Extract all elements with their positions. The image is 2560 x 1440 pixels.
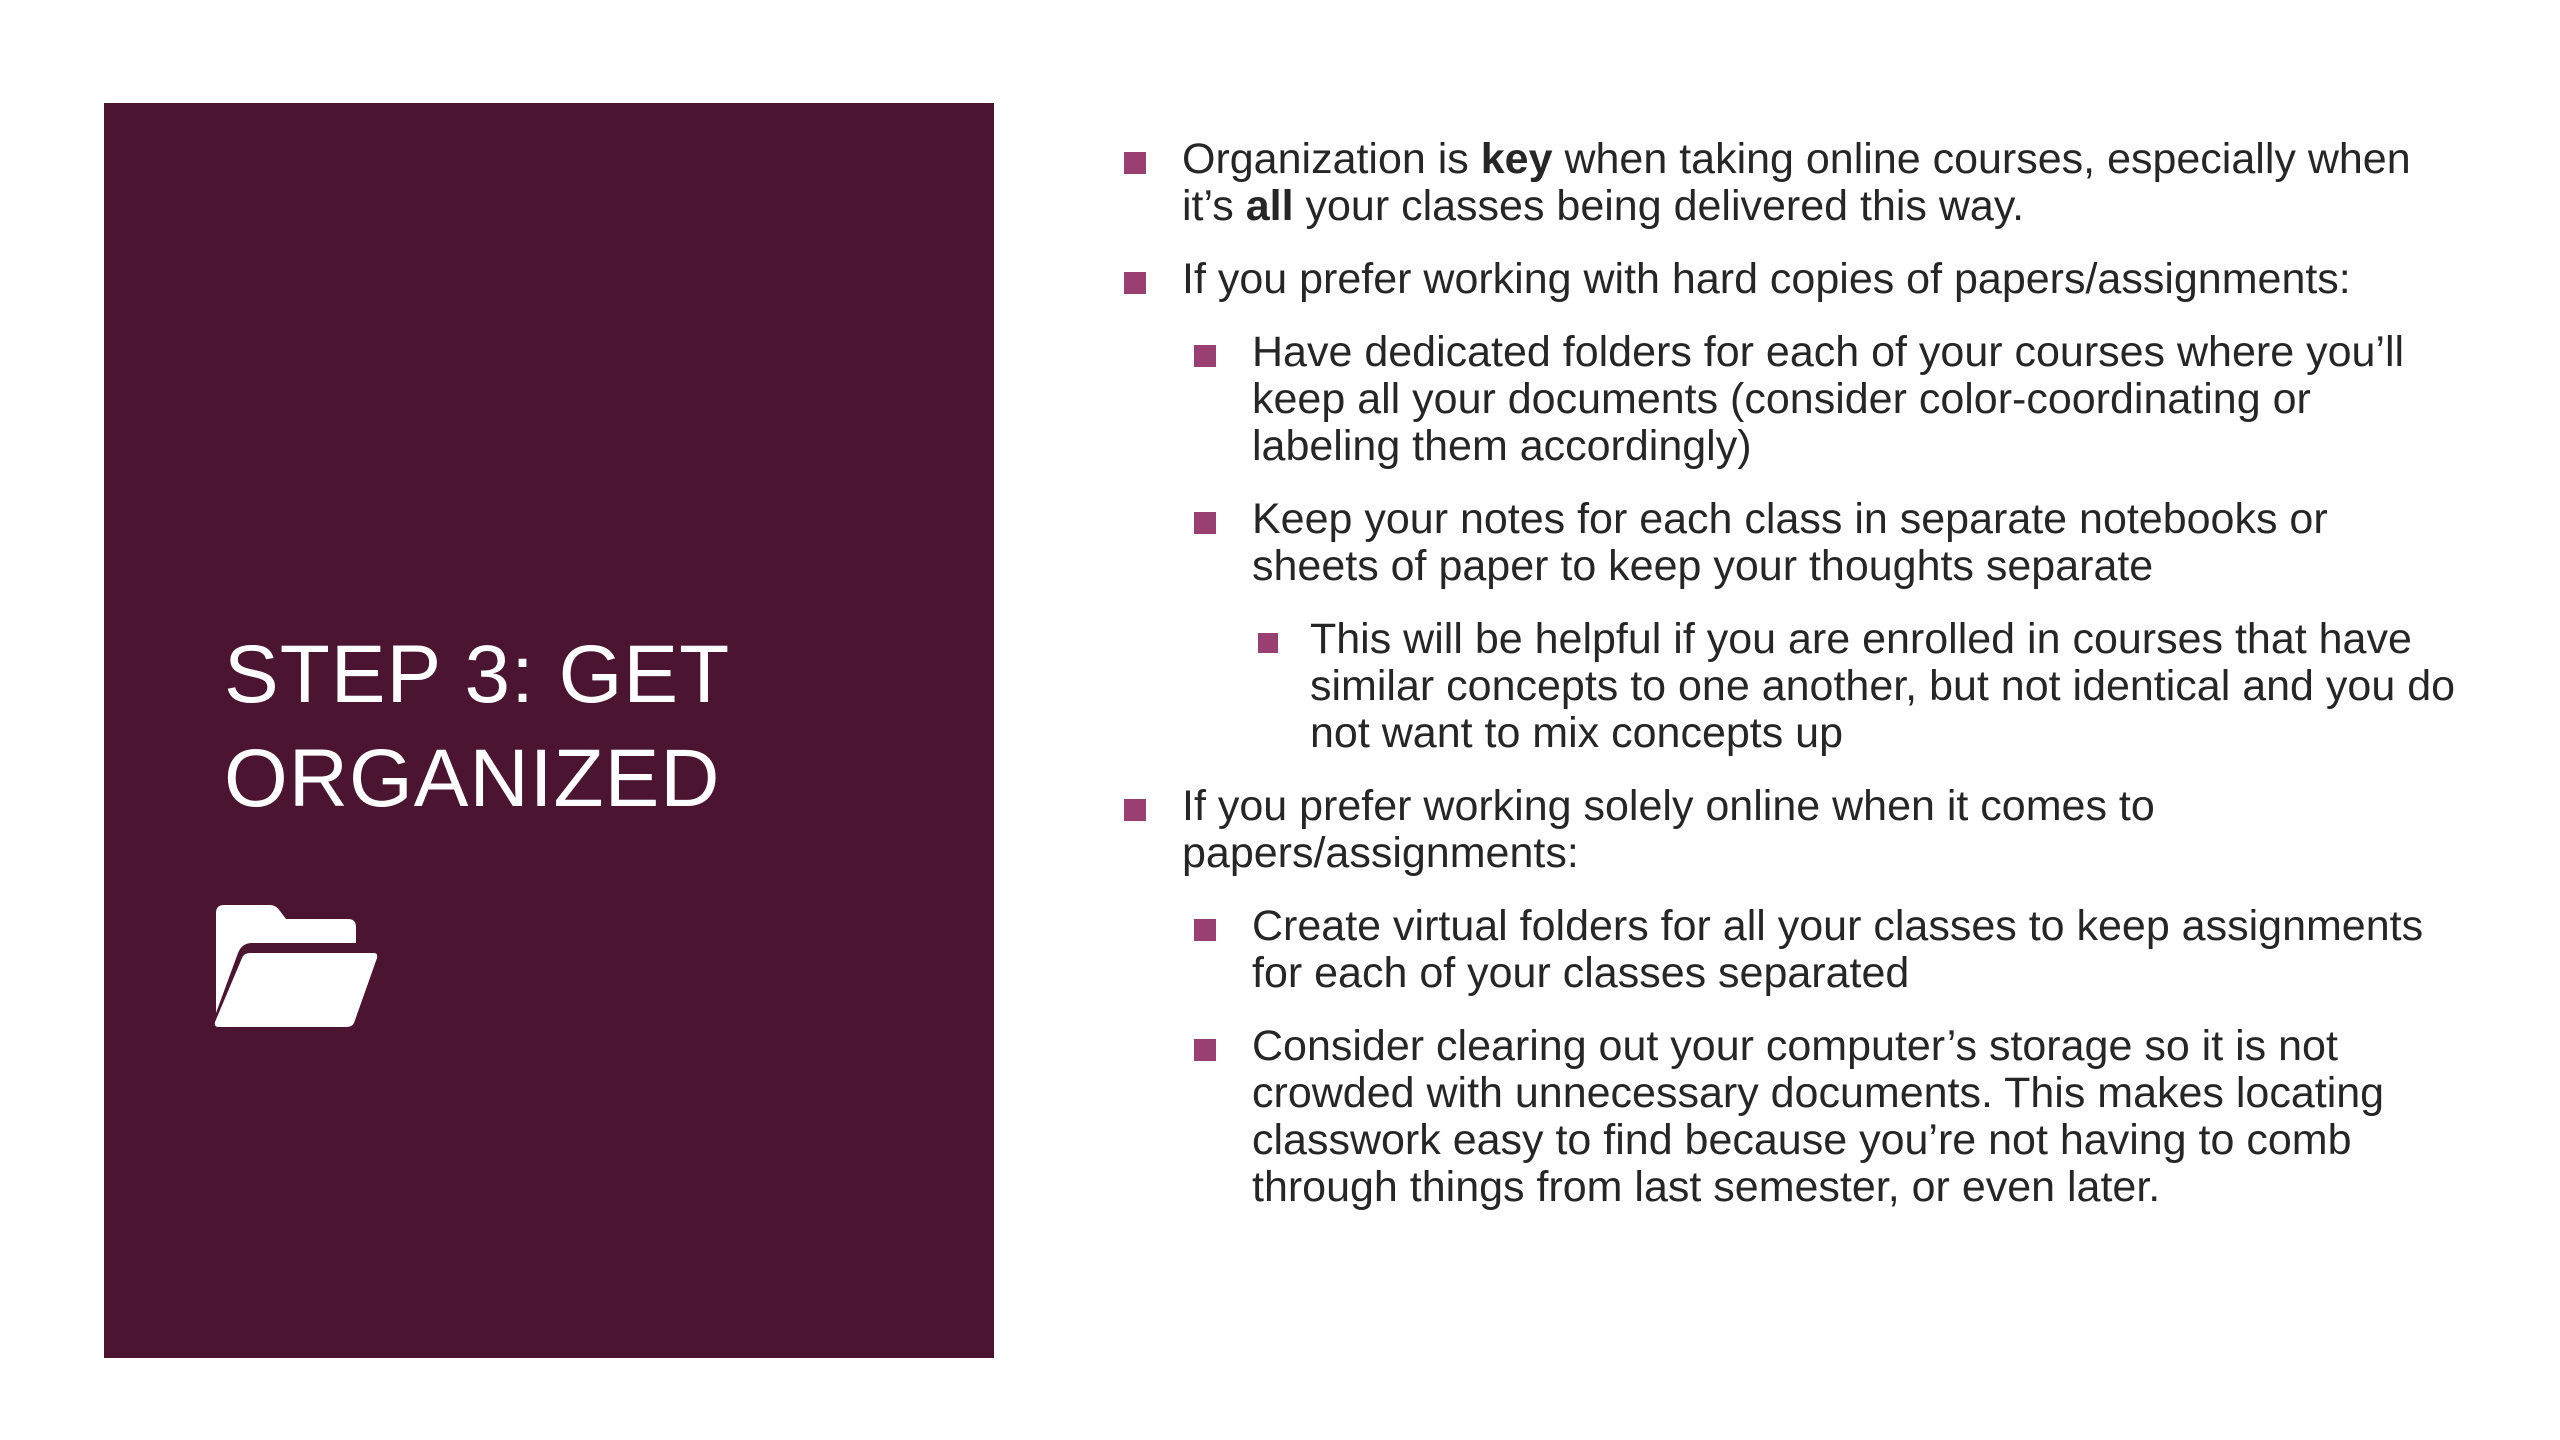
emphasis-key: key — [1480, 135, 1553, 183]
emphasis-all: all — [1245, 182, 1294, 230]
bullet-marker — [1124, 272, 1146, 294]
slide-title-line-1: STEP 3: GET — [224, 629, 731, 720]
list-item-text: Consider clearing out your computer’s storage so it is not crowded with unnecessary documents. This makes locating classwork easy to find because you’re not having to comb through things from last semester, or even later. — [1252, 1022, 2385, 1211]
bullet-marker — [1124, 152, 1146, 174]
bullet-marker — [1194, 345, 1216, 367]
list-item-text: If you prefer working with hard copies of papers/assignments: — [1182, 255, 2351, 303]
bullet-marker — [1194, 1039, 1216, 1061]
list-item-text: Organization is — [1182, 135, 1481, 183]
title-panel — [104, 103, 994, 1358]
bullet-list — [1120, 136, 2460, 1237]
list-item — [1120, 496, 2460, 590]
bullet-marker — [1194, 512, 1216, 534]
list-item — [1120, 1023, 2460, 1211]
slide-title-line-2: ORGANIZED — [224, 733, 721, 824]
list-item — [1120, 136, 2460, 230]
list-item-text: when taking online courses, especially when it’s — [1182, 135, 2411, 230]
bullet-marker — [1194, 919, 1216, 941]
bullet-marker — [1258, 633, 1278, 653]
list-item-text: Create virtual folders for all your classes to keep assignments for each of your classes separated — [1252, 902, 2424, 997]
list-item-text: If you prefer working solely online when it comes to papers/assignments: — [1182, 782, 2155, 877]
list-item — [1120, 903, 2460, 997]
list-item — [1120, 256, 2460, 303]
list-item — [1120, 329, 2460, 470]
list-item — [1120, 616, 2460, 757]
list-item-text: This will be helpful if you are enrolled in courses that have similar concepts to one another, but not identical and you do not want to mix concepts up — [1310, 615, 2456, 757]
slide-title — [224, 623, 964, 831]
list-item — [1120, 783, 2460, 877]
list-item-text: Have dedicated folders for each of your courses where you’ll keep all your documents (consider color-coordinating or labeling them accordingly) — [1252, 328, 2405, 470]
list-item-text: your classes being delivered this way. — [1293, 182, 2025, 230]
list-item-text: Keep your notes for each class in separate notebooks or sheets of paper to keep your thoughts separate — [1252, 495, 2328, 590]
open-folder-icon — [212, 905, 378, 1027]
bullet-marker — [1124, 799, 1146, 821]
